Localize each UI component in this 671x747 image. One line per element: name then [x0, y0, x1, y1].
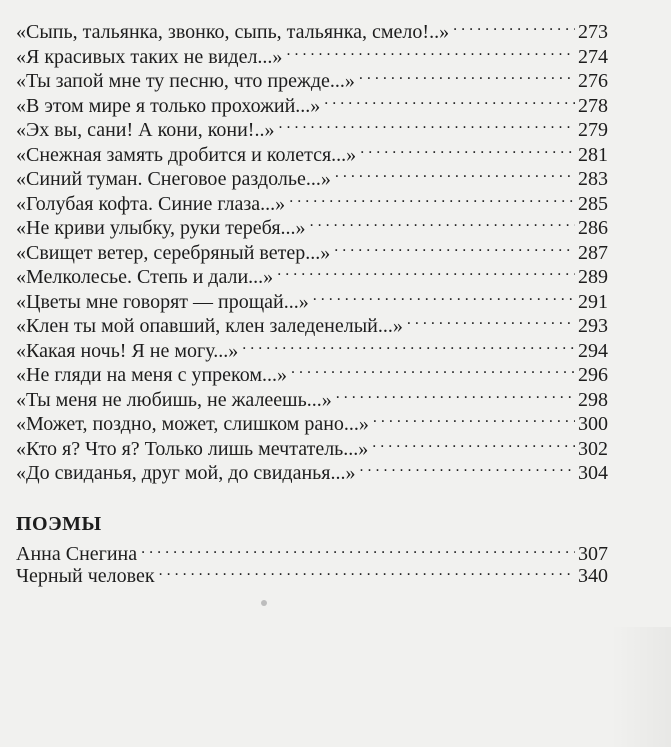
toc-entry-title: «Не гляди на меня с упреком...»: [16, 364, 288, 386]
section-heading: ПОЭМЫ: [16, 512, 102, 535]
toc-entry-title: «Я красивых таких не видел...»: [16, 45, 283, 68]
toc-entry-page: 294: [578, 339, 608, 362]
dot-leader: [372, 431, 575, 455]
toc-entry-title: «Какая ночь! Я не могу...»: [16, 339, 239, 362]
dot-leader: [336, 382, 575, 406]
dot-leader: [286, 39, 575, 63]
toc-entry-page: 278: [578, 94, 608, 117]
dot-leader: [141, 536, 575, 560]
toc-entry-page: 340: [578, 564, 608, 587]
dot-leader: [291, 357, 575, 381]
dot-leader: [407, 308, 575, 332]
dot-leader: [159, 558, 575, 582]
toc-entry-page: 302: [578, 437, 608, 460]
dot-leader: [278, 112, 575, 136]
poem-list: [16, 14, 608, 484]
toc-entry-title: «До свиданья, друг мой, до свиданья...»: [16, 462, 356, 484]
toc-entry-page: 300: [578, 413, 608, 435]
toc-entry-page: 296: [578, 364, 608, 386]
toc-entry-title: «Клен ты мой опавший, клен заледенелый...»: [16, 315, 403, 337]
toc-entry-page: 273: [578, 21, 608, 43]
toc-entry-title: «Ты меня не любишь, не жалеешь...»: [16, 388, 332, 411]
toc-entry-title: «Цветы мне говорят — прощай...»: [16, 290, 309, 313]
toc-entry-title: «Снежная замять дробится и колется...»: [16, 143, 357, 166]
toc-entry-title: «В этом мире я только прохожий...»: [16, 94, 321, 117]
toc-entry: [16, 536, 608, 565]
dot-leader: [313, 284, 575, 308]
toc-entry-page: 287: [578, 241, 608, 264]
toc-entry-title: «Синий туман. Снеговое раздолье...»: [16, 168, 331, 190]
toc-entry-title: Анна Снегина: [16, 542, 138, 565]
toc-entry-title: «Сыпь, тальянка, звонко, сыпь, тальянка, смело!..»: [16, 21, 450, 43]
dot-leader: [360, 455, 576, 479]
table-of-contents-page: [16, 14, 608, 587]
dot-leader: [242, 333, 575, 357]
paper-speck: [261, 600, 267, 606]
dot-leader: [360, 137, 575, 161]
toc-entry-page: 307: [578, 542, 608, 565]
toc-entry-page: 286: [578, 217, 608, 239]
toc-entry-title: «Ты запой мне ту песню, что прежде...»: [16, 70, 355, 92]
dot-leader: [334, 235, 575, 259]
dot-leader: [289, 186, 575, 210]
toc-entry-page: 279: [578, 119, 608, 141]
toc-entry-title: «Эх вы, сани! А кони, кони!..»: [16, 119, 275, 141]
toc-entry-title: «Кто я? Что я? Только лишь мечтатель...»: [16, 437, 369, 460]
toc-entry-page: 293: [578, 315, 608, 337]
toc-entry-page: 289: [578, 266, 608, 288]
dot-leader: [453, 14, 575, 38]
toc-entry-title: Черный человек: [16, 564, 155, 587]
toc-entry-page: 276: [578, 70, 608, 92]
toc-entry-page: 291: [578, 290, 608, 313]
toc-entry-title: «Голубая кофта. Синие глаза...»: [16, 192, 286, 215]
poems-list: [16, 536, 608, 587]
paper-shading: [611, 627, 671, 747]
toc-entry-title: «Не криви улыбку, руки теребя...»: [16, 217, 306, 239]
toc-entry-title: «Мелколесье. Степь и дали...»: [16, 266, 274, 288]
toc-entry-page: 285: [578, 192, 608, 215]
toc-entry-page: 304: [578, 462, 608, 484]
toc-entry: [16, 14, 608, 43]
toc-entry-page: 298: [578, 388, 608, 411]
dot-leader: [373, 406, 575, 430]
toc-entry-title: «Может, поздно, может, слишком рано...»: [16, 413, 369, 435]
dot-leader: [324, 88, 575, 112]
dot-leader: [310, 210, 575, 234]
dot-leader: [359, 63, 575, 87]
dot-leader: [277, 259, 575, 283]
toc-entry-title: «Свищет ветер, серебряный ветер...»: [16, 241, 331, 264]
dot-leader: [335, 161, 575, 185]
toc-entry-page: 281: [578, 143, 608, 166]
poems-section: [16, 512, 608, 587]
toc-entry-page: 283: [578, 168, 608, 190]
toc-entry-page: 274: [578, 45, 608, 68]
